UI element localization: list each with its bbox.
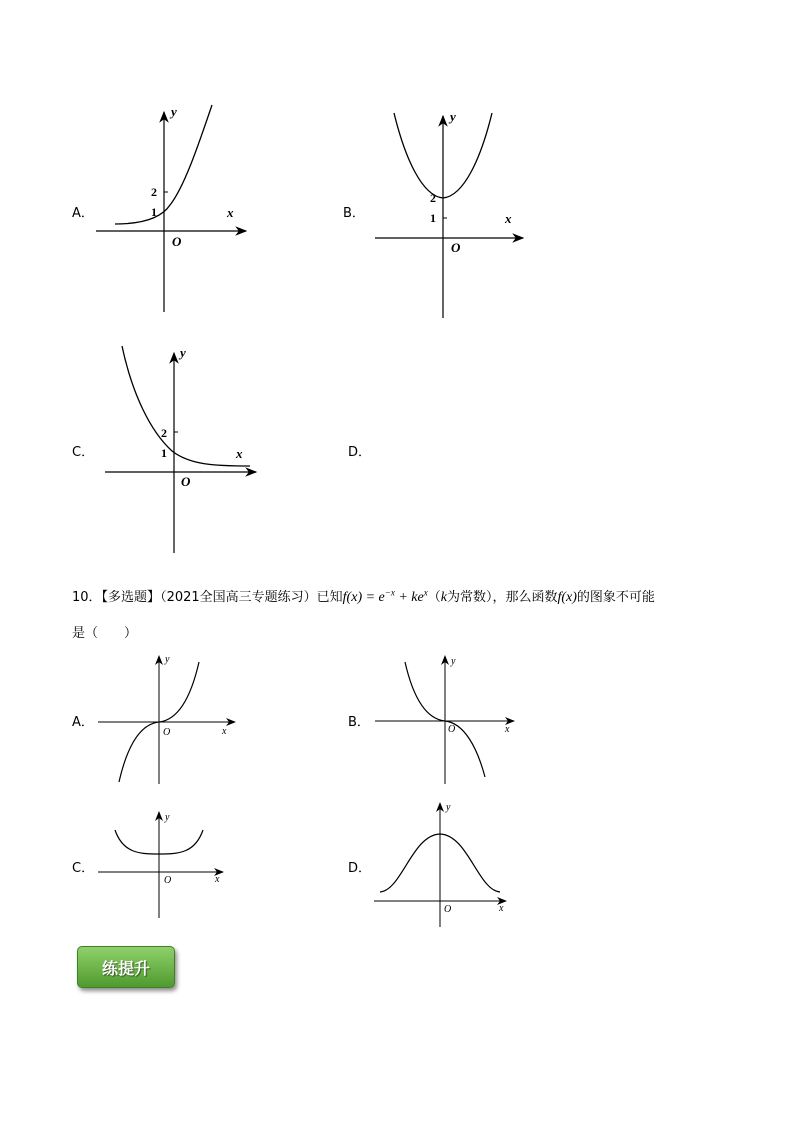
origin-label: O bbox=[444, 904, 452, 915]
q9-option-b-label: B． bbox=[343, 206, 365, 221]
y-axis-label: y bbox=[446, 802, 451, 813]
y-axis-label: y bbox=[165, 812, 170, 823]
q9-option-d-label: D． bbox=[348, 445, 372, 460]
origin-label: O bbox=[164, 875, 172, 886]
q9-option-c-label: C． bbox=[72, 445, 95, 460]
q10-k-var: k bbox=[440, 590, 447, 605]
q10-paren: （ bbox=[427, 590, 441, 605]
y-axis-label: y bbox=[171, 104, 177, 119]
q10-stem-line2: 是（ ） bbox=[72, 626, 138, 641]
q10-option-c-label: C． bbox=[72, 861, 95, 876]
q10-number: 10． bbox=[72, 590, 102, 605]
q10-formula: $f(x) = e^{-x} + ke^x$ bbox=[342, 587, 428, 605]
q10-tag: 【多选题】 bbox=[101, 590, 161, 605]
q9-option-c-graph bbox=[100, 343, 270, 558]
q10-option-d-label: D． bbox=[348, 861, 372, 876]
x-axis-label: x bbox=[222, 726, 227, 737]
x-axis-label: x bbox=[505, 724, 510, 735]
tick-2-label: 2 bbox=[161, 426, 167, 440]
tick-1-label: 1 bbox=[151, 205, 157, 219]
q10-option-c-graph bbox=[95, 808, 235, 923]
origin-label: O bbox=[172, 234, 182, 249]
q10-option-a-label: A． bbox=[72, 715, 94, 730]
q10-func: f(x) bbox=[557, 590, 577, 605]
q10-text-before: 已知 bbox=[316, 590, 343, 605]
q10-source: （2021全国高三专题练习） bbox=[160, 590, 317, 605]
origin-label: O bbox=[448, 724, 456, 735]
x-axis-label: x bbox=[505, 211, 512, 226]
x-axis-label: x bbox=[236, 446, 243, 461]
q9-option-b-graph bbox=[370, 108, 540, 323]
q10-option-b-label: B． bbox=[348, 715, 370, 730]
x-axis-label: x bbox=[499, 903, 504, 914]
tick-1-label: 1 bbox=[161, 446, 167, 460]
tick-1-label: 1 bbox=[430, 211, 436, 225]
q10-text-const: 为常数），那么函数 bbox=[446, 590, 558, 605]
tick-2-label: 2 bbox=[151, 185, 157, 199]
x-axis-label: x bbox=[215, 874, 220, 885]
y-axis-label: y bbox=[450, 109, 456, 124]
origin-label: O bbox=[163, 727, 171, 738]
q10-option-b-graph bbox=[372, 652, 522, 787]
q10-stem bbox=[72, 586, 655, 606]
q10-option-a-graph bbox=[95, 652, 245, 787]
y-axis-label: y bbox=[165, 654, 170, 665]
y-axis-label: y bbox=[451, 656, 456, 667]
practice-button[interactable]: 练提升 bbox=[77, 946, 175, 988]
origin-label: O bbox=[181, 474, 191, 489]
tick-2-label: 2 bbox=[430, 191, 436, 205]
q10-option-d-graph bbox=[372, 800, 517, 930]
y-axis-label: y bbox=[180, 345, 186, 360]
q9-option-a-label: A． bbox=[72, 206, 94, 221]
origin-label: O bbox=[451, 240, 461, 255]
x-axis-label: x bbox=[227, 205, 234, 220]
q9-option-a-graph bbox=[90, 100, 260, 315]
q10-text-after: 的图象不可能 bbox=[576, 590, 655, 605]
